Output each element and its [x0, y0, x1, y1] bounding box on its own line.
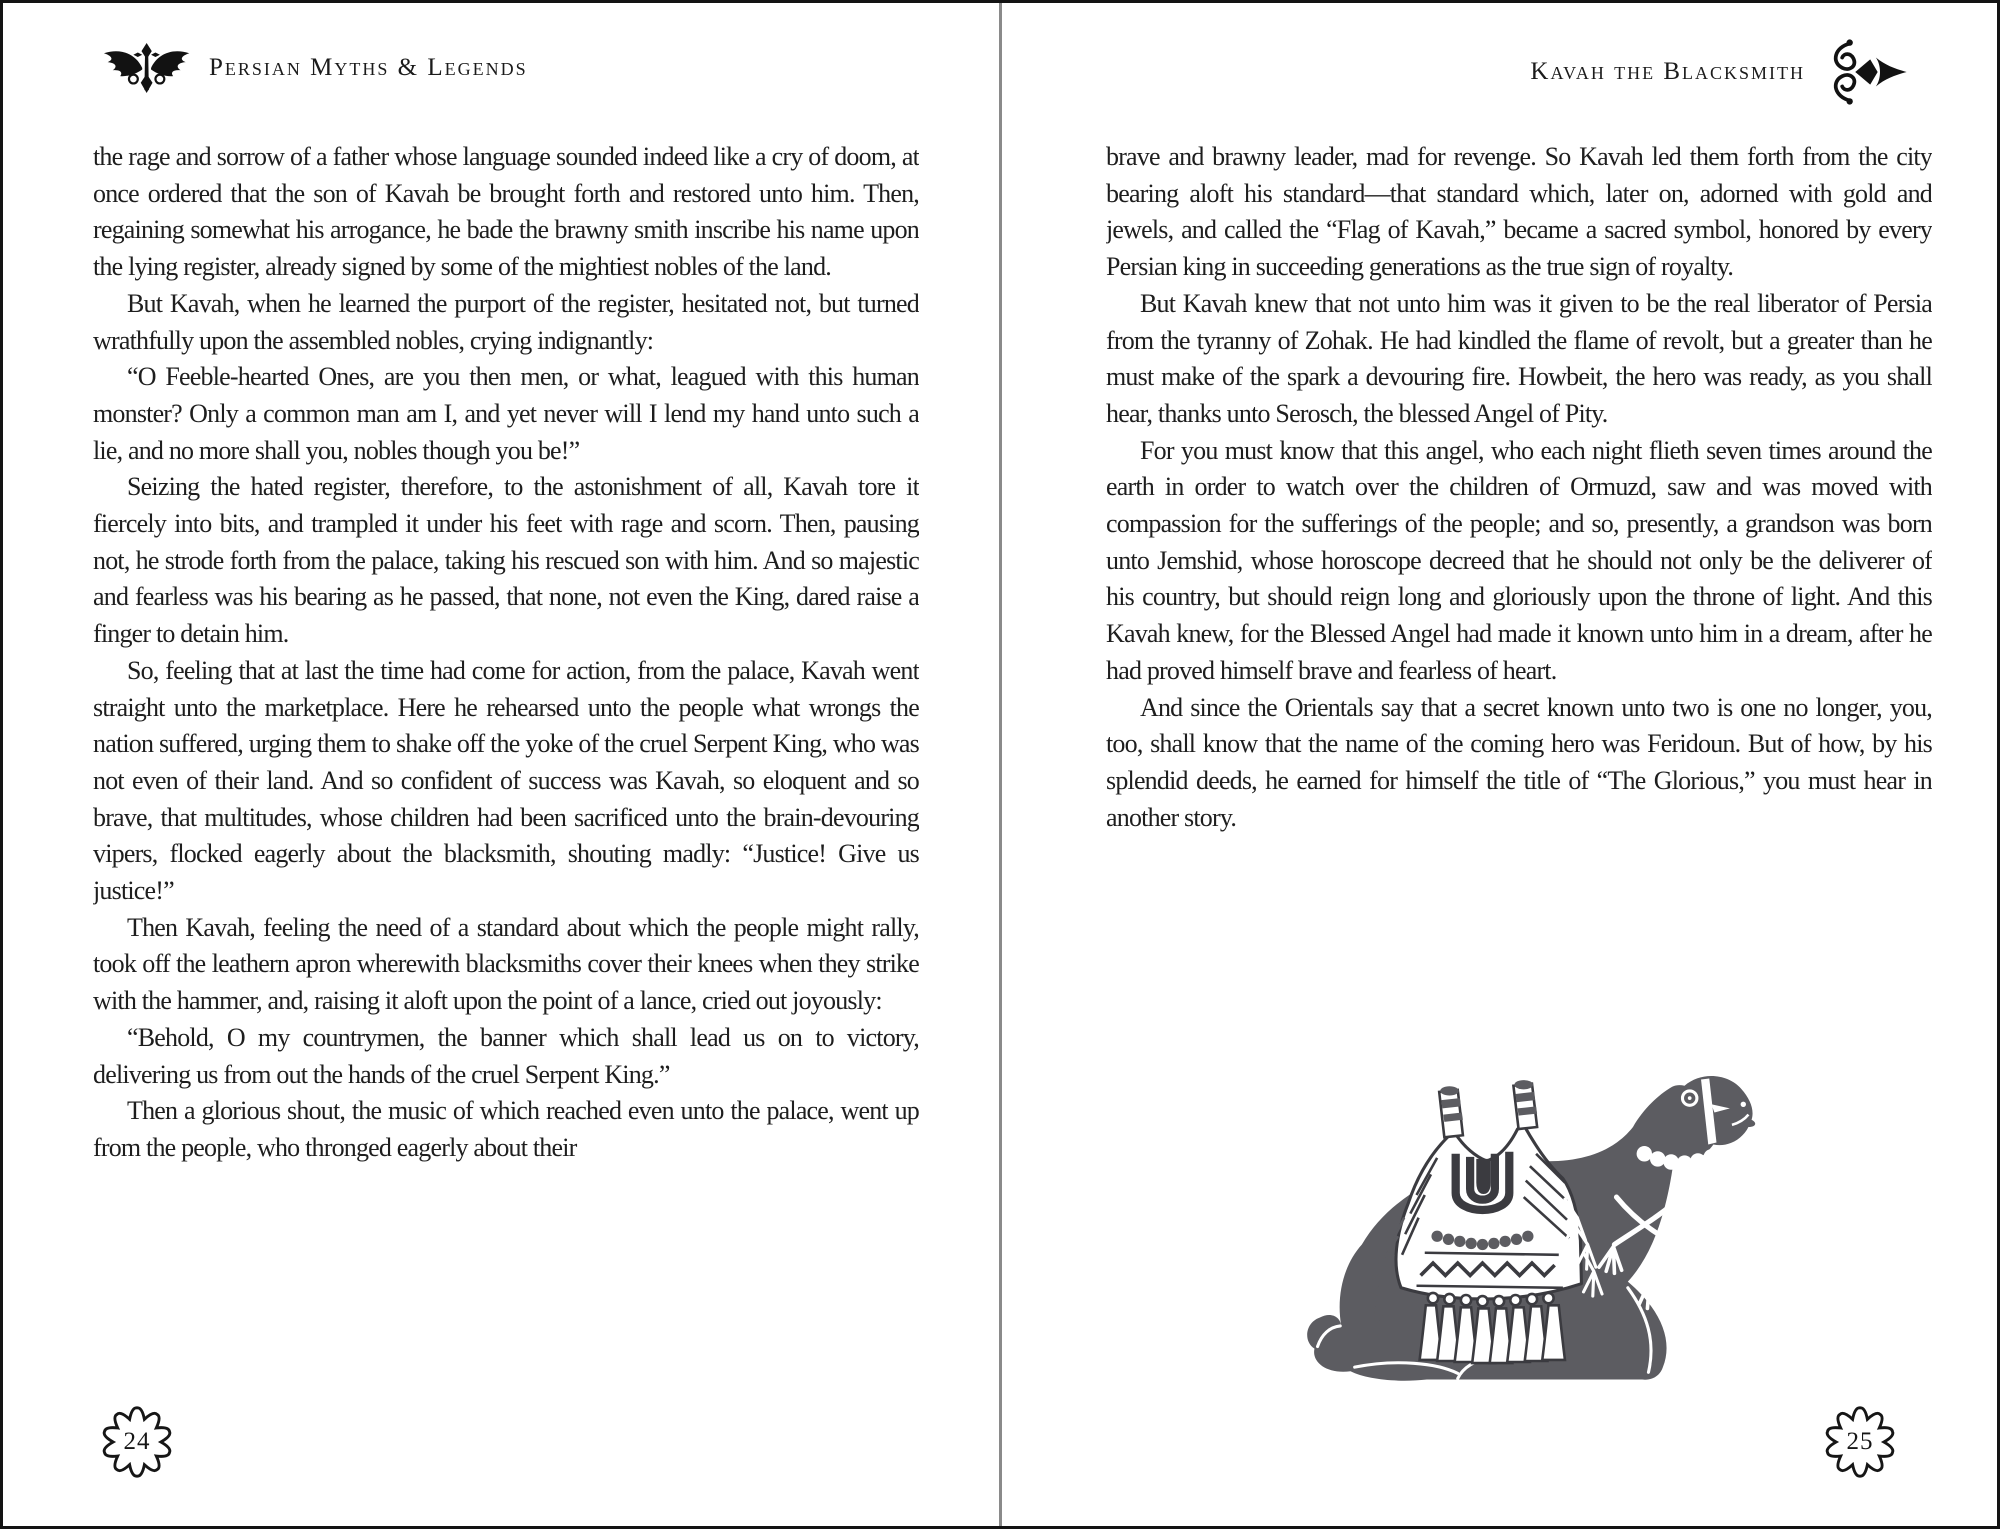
right-page-number-badge — [1821, 1403, 1899, 1481]
left-page-title: Persian Myths & Legends — [209, 54, 528, 81]
flourish-arrow-icon — [1821, 37, 1911, 107]
right-page-body — [1106, 139, 1932, 836]
paragraph: “O Feeble-hearted Ones, are you then men, or what, leagued with this human monster? Only a common man am I, and yet never will I lend my hand unto such a lie, and no more shall you, nobles though you be!” — [93, 362, 919, 465]
right-page-number: 25 — [1846, 1428, 1874, 1455]
paragraph: But Kavah, when he learned the purport of the register, hesitated not, but turned wrathfully upon the assembled nobles, crying indignantly: — [93, 288, 919, 355]
left-page-header — [101, 39, 528, 97]
left-page-number: 24 — [123, 1428, 151, 1455]
paragraph: the rage and sorrow of a father whose language sounded indeed like a cry of doom, at once ordered that the son of Kavah be brought forth and restored unto him. Then, regaining somewhat his arrogance, he bade the brawny smith inscribe his name upon the lying register, already signed by some of the mightiest nobles of the land. — [93, 142, 919, 282]
right-page-header — [1530, 37, 1911, 107]
paragraph: Then Kavah, feeling the need of a standard about which the people might rally, took off the leathern apron wherewith blacksmiths cover their knees when they strike with the hammer, and, raising it aloft upon the point of a lance, cried out joyously: — [93, 912, 919, 1016]
paragraph: But Kavah knew that not unto him was it given to be the real liberator of Persia from the tyranny of Zohak. He had kindled the flame of revolt, but a greater than he must make of the spark a devouring fire. Howbeit, the hero was ready, as you shall hear, thanks unto Serosch, the blessed Angel of Pity. — [1106, 288, 1932, 428]
paragraph: brave and brawny leader, mad for revenge. So Kavah led them forth from the city bearing aloft his standard—that standard which, later on, adorned with gold and jewels, and called the “Flag of Kavah,” became a sacred symbol, honored by every Persian king in succeeding generations as the true sign of royalty. — [1106, 142, 1932, 282]
winged-emblem-icon — [101, 39, 193, 97]
paragraph: And since the Orientals say that a secret known unto two is one no longer, you, too, shall know that the name of the coming hero was Feridoun. But of how, by his splendid deeds, he earned for himself the title of “The Glorious,” you must hear in another story. — [1106, 692, 1932, 832]
right-page-title: Kavah the Blacksmith — [1530, 58, 1805, 85]
left-page-body — [93, 139, 919, 1167]
left-page-number-badge — [98, 1403, 176, 1481]
paragraph: Then a glorious shout, the music of which reached even unto the palace, went up from the people, who thronged eagerly about their — [93, 1096, 919, 1162]
paragraph: For you must know that this angel, who each night flieth seven times around the earth in order to watch over the children of Ormuzd, saw and was moved with compassion for the sufferings of the people; and so, presently, a grandson was born unto Jemshid, whose horoscope decreed that he should not only be the deliverer of his country, but should reign long and gloriously upon the throne of light. And this Kavah knew, for the Blessed Angel had made it known unto him in a dream, after he had proved himself brave and fearless of heart. — [1106, 435, 1932, 685]
seated-camel-illustration — [1301, 1061, 1765, 1395]
paragraph: Seizing the hated register, therefore, to the astonishment of all, Kavah tore it fiercely into bits, and trampled it under his feet with rage and scorn. Then, pausing not, he strode forth from the palace, taking his rescued son with him. And so majestic and fearless was his bearing as he passed, that none, not even the King, dared raise a finger to detain him. — [93, 472, 919, 649]
paragraph: “Behold, O my countrymen, the banner which shall lead us on to victory, delivering us from out the hands of the cruel Serpent King.” — [93, 1022, 919, 1089]
paragraph: So, feeling that at last the time had come for action, from the palace, Kavah went straight unto the marketplace. Here he rehearsed unto the people what wrongs the nation suffered, urging them to shake off the yoke of the cruel Serpent King, who was not even of their land. And so confident of success was Kavah, so eloquent and so brave, that multitudes, whose children had been sacrificed unto the brain-devouring vipers, flocked eagerly about the blacksmith, shouting madly: “Justice! Give us justice!” — [93, 655, 919, 906]
page-gutter-divider — [999, 3, 1002, 1526]
